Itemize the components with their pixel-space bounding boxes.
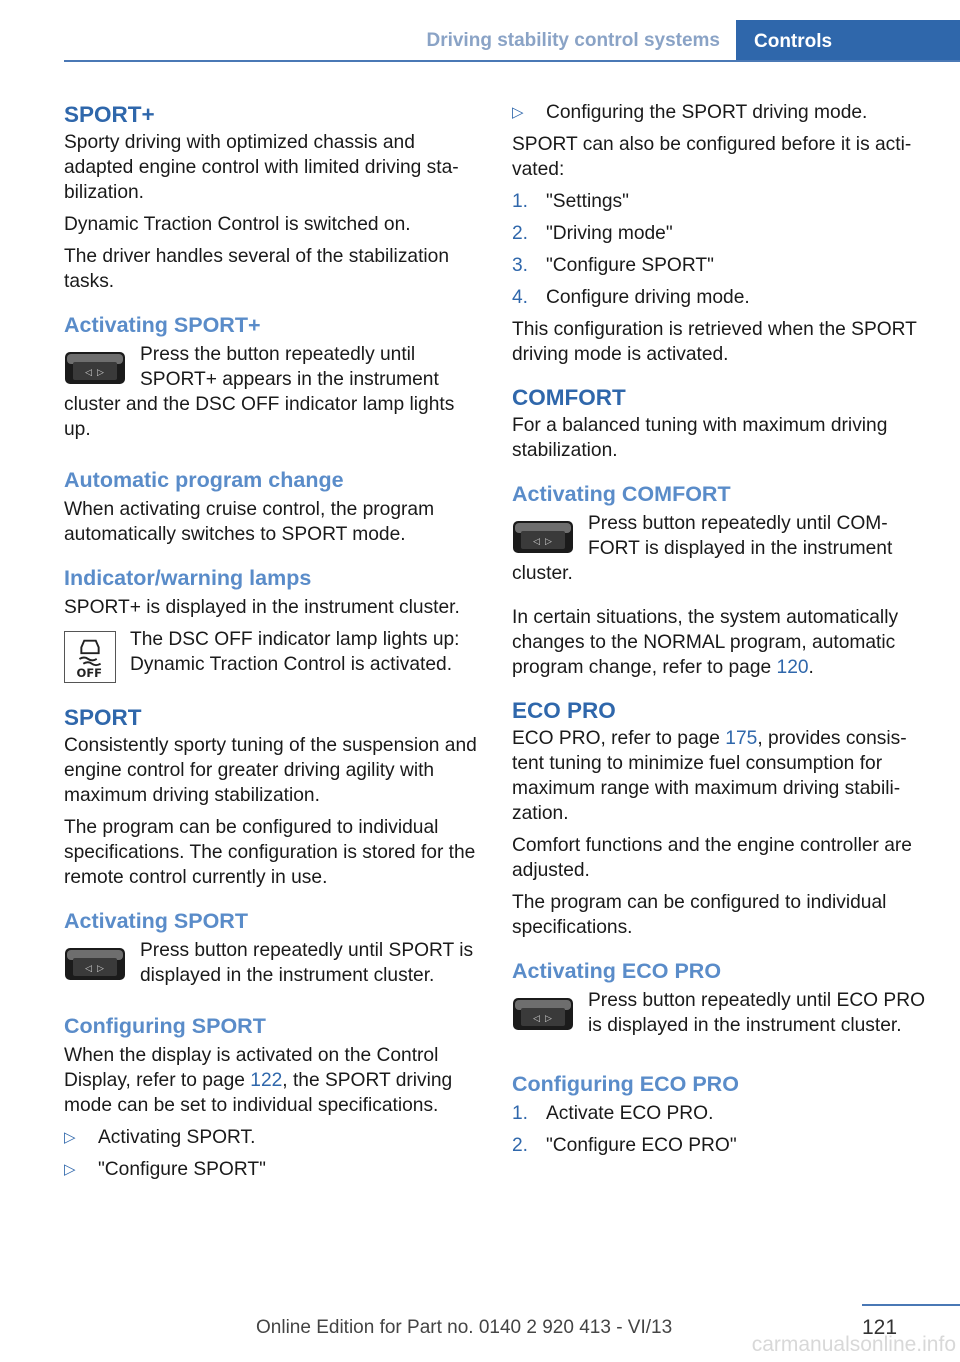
button-instruction: [64, 342, 484, 442]
header-chapter-tab: [736, 20, 960, 62]
heading-indicator-warning-lamps: Indicator/warning lamps: [64, 566, 312, 590]
header-chapter-label: Controls: [754, 31, 833, 52]
driving-mode-switch-icon: [512, 517, 574, 557]
bullet-triangle-icon: ▷: [64, 1161, 76, 1178]
bullet-triangle-icon: ▷: [64, 1129, 76, 1146]
heading-comfort: COMFORT: [512, 385, 626, 410]
paragraph: Press button repeatedly until SPORT is displayed in the instrument cluster.: [140, 940, 474, 986]
list-item: 2. "Driving mode": [512, 223, 673, 244]
list-item: 2. "Configure ECO PRO": [512, 1135, 737, 1156]
list-item: 1. Activate ECO PRO.: [512, 1103, 714, 1124]
paragraph: Comfort functions and the engine controller are adjusted.: [512, 835, 912, 881]
paragraph: Press button repeatedly until ECO PRO is displayed in the instrument cluster.: [588, 990, 926, 1036]
list-item: 1. "Settings": [512, 191, 629, 212]
paragraph: Sporty driving with optimized chassis and adapted engine control with limited driving sta-bilization.: [64, 132, 459, 203]
heading-activating-comfort: Activating COMFORT: [512, 482, 731, 506]
button-instruction: [512, 988, 932, 1038]
bullet-list: [64, 1125, 484, 1182]
svg-text:▷: ▷: [97, 368, 104, 378]
button-instruction: [512, 511, 932, 586]
heading-activating-sportplus: Activating SPORT+: [64, 313, 261, 337]
heading-sport: SPORT: [64, 705, 142, 730]
page-link[interactable]: 122: [250, 1070, 283, 1091]
bullet-triangle-icon: ▷: [512, 104, 524, 121]
paragraph: When activating cruise control, the program automatically switches to SPORT mode.: [64, 499, 435, 545]
paragraph: Press the button repeatedly until SPORT+ appears in the instrument cluster and the DSC OFF indicator lamp lights up.: [64, 344, 455, 440]
paragraph: ECO PRO, refer to page 175, provides consis-tent tuning to minimize fuel consumption for maximum range with maximum driving stabili-zation.: [512, 728, 907, 824]
paragraph: The program can be configured to individual specifications.: [512, 892, 887, 938]
left-column: [64, 100, 484, 1189]
paragraph: For a balanced tuning with maximum driving stabilization.: [512, 415, 888, 461]
header-rule: [64, 60, 960, 62]
paragraph: SPORT+ is displayed in the instrument cluster.: [64, 597, 460, 618]
footer-edition: Online Edition for Part no. 0140 2 920 413 - VI/13: [256, 1317, 673, 1338]
paragraph: In certain situations, the system automatically changes to the NORMAL program, automatic program change, refer to page 120.: [512, 607, 899, 678]
heading-configuring-sport: Configuring SPORT: [64, 1014, 266, 1038]
paragraph: When the display is activated on the Control Display, refer to page 122, the SPORT driving mode can be set to individual specifications.: [64, 1045, 453, 1116]
right-column: [512, 100, 932, 1165]
svg-text:◁: ◁: [85, 368, 92, 378]
driving-mode-switch-icon: [512, 994, 574, 1034]
lamp-off-label: OFF: [76, 666, 103, 681]
dsc-off-lamp-icon: [64, 631, 116, 683]
list-item: ▷ "Configure SPORT": [64, 1159, 266, 1180]
page-header: [0, 0, 960, 62]
driving-mode-switch-icon: [64, 348, 126, 388]
footer-rule: [862, 1304, 960, 1306]
driving-mode-switch-icon: [64, 944, 126, 984]
heading-configuring-eco-pro: Configuring ECO PRO: [512, 1072, 739, 1096]
svg-text:▷: ▷: [545, 537, 552, 547]
button-instruction: [64, 938, 484, 988]
paragraph: This configuration is retrieved when the SPORT driving mode is activated.: [512, 319, 917, 365]
heading-sportplus: SPORT+: [64, 102, 155, 127]
numbered-list: [512, 189, 932, 310]
lamp-instruction: [64, 627, 484, 681]
list-item: 4. Configure driving mode.: [512, 287, 750, 308]
heading-automatic-program-change: Automatic program change: [64, 468, 344, 492]
svg-text:◁: ◁: [533, 537, 540, 547]
numbered-list: [512, 1101, 932, 1158]
page-link[interactable]: 120: [776, 657, 809, 678]
paragraph: The driver handles several of the stabilization tasks.: [64, 246, 450, 292]
bullet-list: [512, 100, 932, 125]
heading-activating-sport: Activating SPORT: [64, 909, 248, 933]
watermark: carmanualsonline.info: [751, 1333, 956, 1356]
list-item: ▷ Configuring the SPORT driving mode.: [512, 102, 868, 123]
heading-activating-eco-pro: Activating ECO PRO: [512, 959, 722, 983]
paragraph: Consistently sporty tuning of the suspension and engine control for greater driving agility with maximum driving stabilization.: [64, 735, 477, 806]
paragraph: Dynamic Traction Control is switched on.: [64, 214, 411, 235]
paragraph: SPORT can also be configured before it is acti-vated:: [512, 134, 912, 180]
header-section-title: Driving stability control systems: [426, 30, 720, 51]
list-item: ▷ Activating SPORT.: [64, 1127, 256, 1148]
svg-text:◁: ◁: [85, 964, 92, 974]
list-item: 3. "Configure SPORT": [512, 255, 714, 276]
svg-text:▷: ▷: [97, 964, 104, 974]
page-number: 121: [862, 1316, 898, 1339]
heading-eco-pro: ECO PRO: [512, 698, 616, 723]
svg-text:◁: ◁: [533, 1014, 540, 1024]
paragraph: The DSC OFF indicator lamp lights up: Dynamic Traction Control is activated.: [130, 629, 460, 675]
page-link[interactable]: 175: [725, 728, 758, 749]
paragraph: Press button repeatedly until COM-FORT is displayed in the instrument cluster.: [512, 513, 893, 584]
svg-text:▷: ▷: [545, 1014, 552, 1024]
paragraph: The program can be configured to individual specifications. The configuration is stored for the remote control currently in use.: [64, 817, 476, 888]
